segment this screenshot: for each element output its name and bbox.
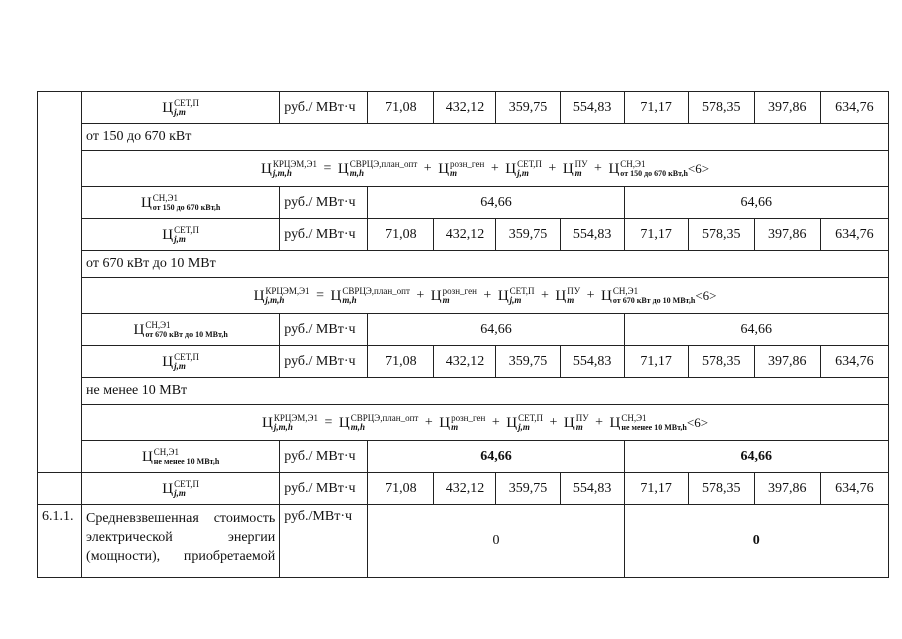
- value-cell: 71,08: [368, 92, 434, 124]
- value-cell: 71,17: [624, 92, 688, 124]
- table-row: [38, 187, 889, 219]
- section-heading: от 150 до 670 кВт: [82, 124, 889, 151]
- table-row: [38, 505, 889, 578]
- symbol-cet: Ц СЕТ,П j,m: [82, 92, 280, 124]
- value-cell: 432,12: [434, 92, 496, 124]
- value-cell: 578,35: [688, 92, 754, 124]
- value-cell: 64,66: [368, 187, 624, 219]
- value-cell: 578,35: [688, 346, 754, 378]
- value-cell: 71,08: [368, 473, 434, 505]
- value-cell: 71,08: [368, 346, 434, 378]
- section-row: [38, 124, 889, 151]
- formula: Ц КРЦЭМ,Э1 j,m,h = Ц СВРЦЭ,план_опт m,h + Ц розн_ген m + Ц СЕТ,П j,m + Ц ПУ m + Ц СН,Э1 от 150 до 670 кВт,h <6>: [82, 151, 889, 187]
- row-number: 6.1.1.: [38, 505, 82, 578]
- formula-row: [38, 278, 889, 314]
- value-cell: 359,75: [496, 92, 560, 124]
- value-cell: 634,76: [820, 92, 888, 124]
- formula-row: [38, 151, 889, 187]
- value-cell: 71,08: [368, 219, 434, 251]
- table-row: [38, 219, 889, 251]
- unit-cell: руб./ МВт·ч: [280, 219, 368, 251]
- section-heading: от 670 кВт до 10 МВт: [82, 251, 889, 278]
- value-cell: 554,83: [560, 219, 624, 251]
- value-cell: 0: [368, 505, 624, 578]
- value-cell: 64,66: [624, 187, 888, 219]
- value-cell: 578,35: [688, 219, 754, 251]
- symbol-sn: Ц СН,Э1 от 150 до 670 кВт,h: [82, 187, 280, 219]
- value-cell: 64,66: [368, 314, 624, 346]
- unit-cell: руб./ МВт·ч: [280, 187, 368, 219]
- symbol-cet: Ц СЕТ,П j,m: [82, 219, 280, 251]
- table-row: [38, 314, 889, 346]
- value-cell: 397,86: [754, 219, 820, 251]
- value-cell: 554,83: [560, 473, 624, 505]
- section-row: [38, 378, 889, 405]
- value-cell: 64,66: [624, 441, 888, 473]
- symbol-cet: Ц СЕТ,П j,m: [82, 346, 280, 378]
- unit-cell: руб./ МВт·ч: [280, 473, 368, 505]
- number-cell-empty: [38, 473, 82, 505]
- table-row: [38, 92, 889, 124]
- value-cell: 634,76: [820, 473, 888, 505]
- unit-cell: руб./ МВт·ч: [280, 441, 368, 473]
- symbol-sn: Ц СН,Э1 от 670 кВт до 10 МВт,h: [82, 314, 280, 346]
- table-row: [38, 441, 889, 473]
- value-cell: 634,76: [820, 346, 888, 378]
- value-cell: 71,17: [624, 473, 688, 505]
- value-cell: 359,75: [496, 346, 560, 378]
- value-cell: 554,83: [560, 92, 624, 124]
- unit-cell: руб./ МВт·ч: [280, 92, 368, 124]
- value-cell: 397,86: [754, 346, 820, 378]
- value-cell: 64,66: [368, 441, 624, 473]
- row-description: Средневзвешенная стоимость электрической энергии (мощности), приобретаемой: [82, 505, 280, 578]
- section-row: [38, 251, 889, 278]
- table-row: [38, 346, 889, 378]
- symbol-sn: Ц СН,Э1 не менее 10 МВт,h: [82, 441, 280, 473]
- value-cell: 71,17: [624, 219, 688, 251]
- value-cell: 578,35: [688, 473, 754, 505]
- value-cell: 397,86: [754, 473, 820, 505]
- value-cell: 432,12: [434, 473, 496, 505]
- symbol-cet: Ц СЕТ,П j,m: [82, 473, 280, 505]
- number-cell-empty: [38, 92, 82, 473]
- value-cell: 432,12: [434, 219, 496, 251]
- value-cell: 432,12: [434, 346, 496, 378]
- value-cell: 554,83: [560, 346, 624, 378]
- value-cell: 64,66: [624, 314, 888, 346]
- tariff-table: [37, 91, 889, 578]
- unit-cell: руб./ МВт·ч: [280, 314, 368, 346]
- formula-row: [38, 405, 889, 441]
- value-cell: 397,86: [754, 92, 820, 124]
- value-cell: 0: [624, 505, 888, 578]
- table-row: [38, 473, 889, 505]
- unit-cell: руб./ МВт·ч: [280, 346, 368, 378]
- value-cell: 359,75: [496, 219, 560, 251]
- formula: Ц КРЦЭМ,Э1 j,m,h = Ц СВРЦЭ,план_опт m,h + Ц розн_ген m + Ц СЕТ,П j,m + Ц ПУ m + Ц СН,Э1 не менее 10 МВт,h <6>: [82, 405, 889, 441]
- formula: Ц КРЦЭМ,Э1 j,m,h = Ц СВРЦЭ,план_опт m,h + Ц розн_ген m + Ц СЕТ,П j,m + Ц ПУ m + Ц СН,Э1 от 670 кВт до 10 МВт,h <6>: [82, 278, 889, 314]
- section-heading: не менее 10 МВт: [82, 378, 889, 405]
- value-cell: 634,76: [820, 219, 888, 251]
- unit-cell: руб./МВт·ч: [280, 505, 368, 578]
- value-cell: 359,75: [496, 473, 560, 505]
- value-cell: 71,17: [624, 346, 688, 378]
